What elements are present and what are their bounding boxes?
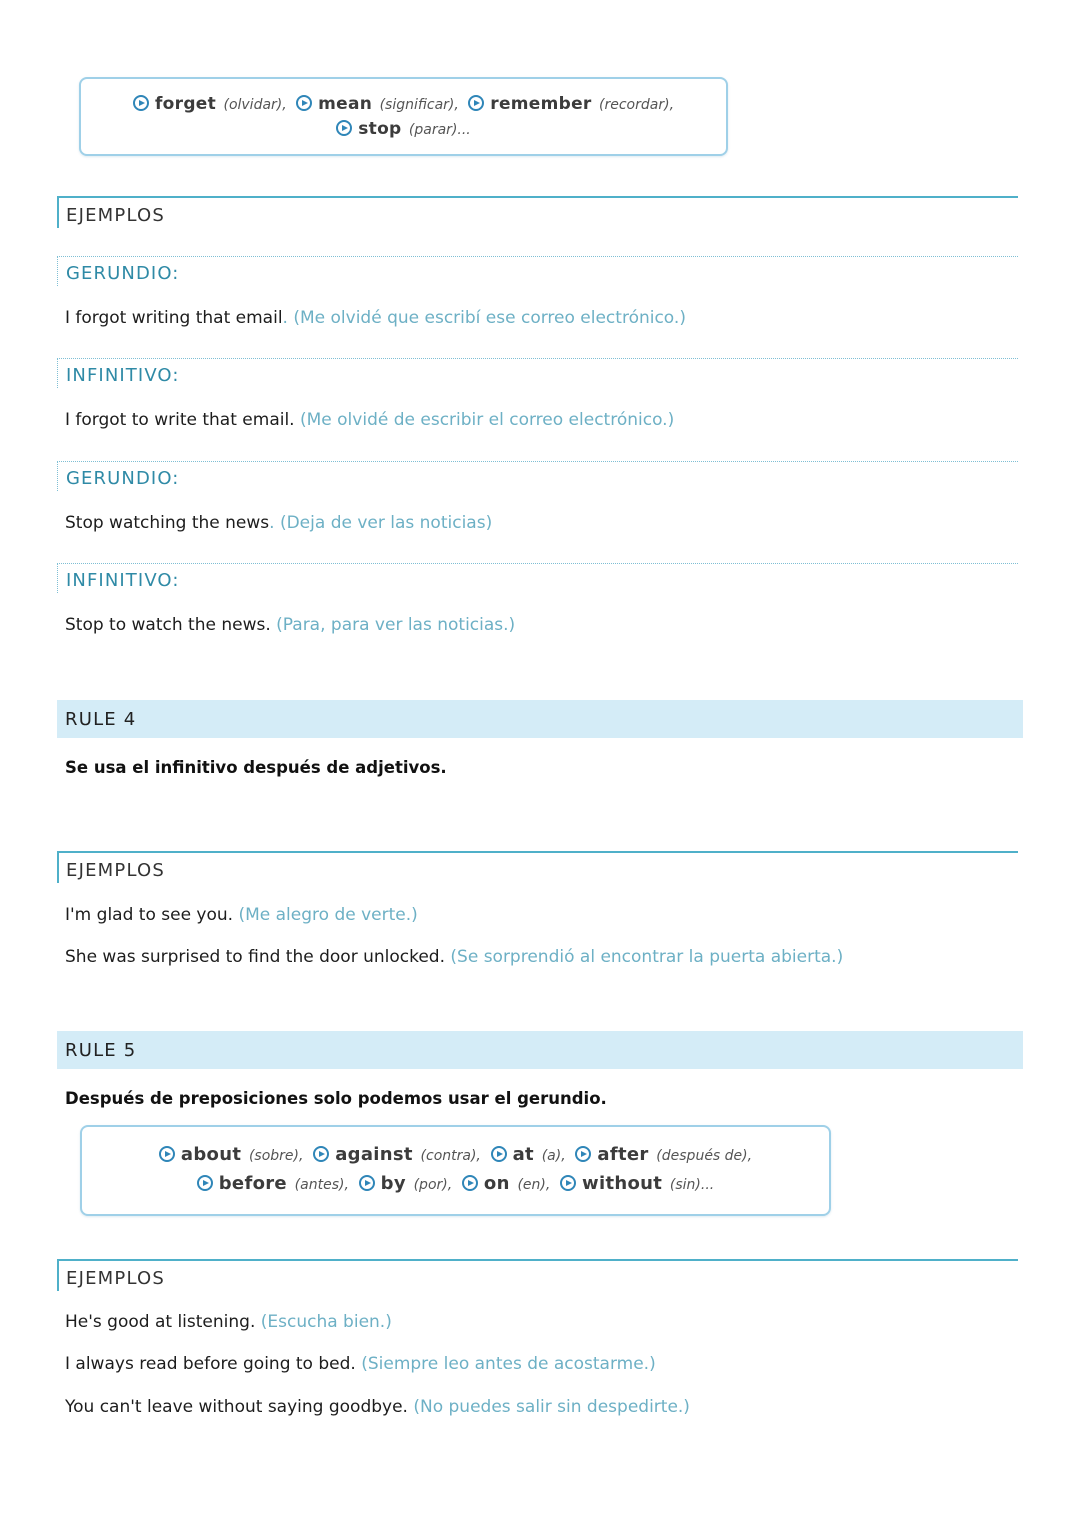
verb-list-line-2 bbox=[81, 117, 726, 142]
rule-5-header: RULE 5 bbox=[57, 1031, 1023, 1069]
gerund-subheading: GERUNDIO: bbox=[57, 461, 1018, 491]
example-sentence: You can't leave without saying goodbye. (No puedes salir sin despedirte.) bbox=[65, 1397, 690, 1417]
preposition-list-box bbox=[80, 1125, 831, 1216]
verb-item: mean (significar), bbox=[296, 92, 459, 117]
play-icon[interactable] bbox=[133, 95, 149, 111]
play-icon[interactable] bbox=[359, 1175, 375, 1191]
preposition-item: on (en), bbox=[462, 1172, 550, 1197]
play-icon[interactable] bbox=[462, 1175, 478, 1191]
infinitive-subheading: INFINITIVO: bbox=[57, 563, 1018, 593]
play-icon[interactable] bbox=[491, 1146, 507, 1162]
play-icon[interactable] bbox=[575, 1146, 591, 1162]
preposition-list-line-2 bbox=[82, 1172, 829, 1197]
preposition-item: at (a), bbox=[491, 1143, 566, 1168]
play-icon[interactable] bbox=[560, 1175, 576, 1191]
play-icon[interactable] bbox=[468, 95, 484, 111]
play-icon[interactable] bbox=[336, 120, 352, 136]
preposition-item: by (por), bbox=[359, 1172, 453, 1197]
play-icon[interactable] bbox=[313, 1146, 329, 1162]
gerund-subheading: GERUNDIO: bbox=[57, 256, 1018, 286]
example-sentence: I always read before going to bed. (Siempre leo antes de acostarme.) bbox=[65, 1354, 656, 1374]
verb-item: stop (parar)... bbox=[336, 117, 471, 142]
infinitive-subheading: INFINITIVO: bbox=[57, 358, 1018, 388]
example-sentence: He's good at listening. (Escucha bien.) bbox=[65, 1312, 392, 1332]
examples-header: EJEMPLOS bbox=[57, 196, 1018, 228]
preposition-item: against (contra), bbox=[313, 1143, 481, 1168]
example-sentence: Stop watching the news. (Deja de ver las noticias) bbox=[65, 513, 493, 533]
preposition-item: without (sin)... bbox=[560, 1172, 714, 1197]
rule-5-text: Después de preposiciones solo podemos usar el gerundio. bbox=[65, 1089, 607, 1108]
example-sentence: I'm glad to see you. (Me alegro de verte.) bbox=[65, 905, 418, 925]
verb-item: forget (olvidar), bbox=[133, 92, 287, 117]
example-sentence: I forgot writing that email. (Me olvidé que escribí ese correo electrónico.) bbox=[65, 308, 686, 328]
play-icon[interactable] bbox=[159, 1146, 175, 1162]
example-sentence: Stop to watch the news. (Para, para ver las noticias.) bbox=[65, 615, 516, 635]
preposition-list-line-1 bbox=[82, 1143, 829, 1168]
verb-list-line-1 bbox=[81, 92, 726, 117]
rule-4-text: Se usa el infinitivo después de adjetivos. bbox=[65, 758, 447, 777]
examples-header: EJEMPLOS bbox=[57, 1259, 1018, 1291]
play-icon[interactable] bbox=[296, 95, 312, 111]
example-sentence: She was surprised to find the door unlocked. (Se sorprendió al encontrar la puerta abierta.) bbox=[65, 947, 844, 967]
preposition-item: about (sobre), bbox=[159, 1143, 304, 1168]
play-icon[interactable] bbox=[197, 1175, 213, 1191]
preposition-item: after (después de), bbox=[575, 1143, 752, 1168]
examples-header: EJEMPLOS bbox=[57, 851, 1018, 883]
verb-item: remember (recordar), bbox=[468, 92, 674, 117]
preposition-item: before (antes), bbox=[197, 1172, 349, 1197]
verb-list-box bbox=[79, 77, 728, 156]
example-sentence: I forgot to write that email. (Me olvidé de escribir el correo electrónico.) bbox=[65, 410, 675, 430]
rule-4-header: RULE 4 bbox=[57, 700, 1023, 738]
